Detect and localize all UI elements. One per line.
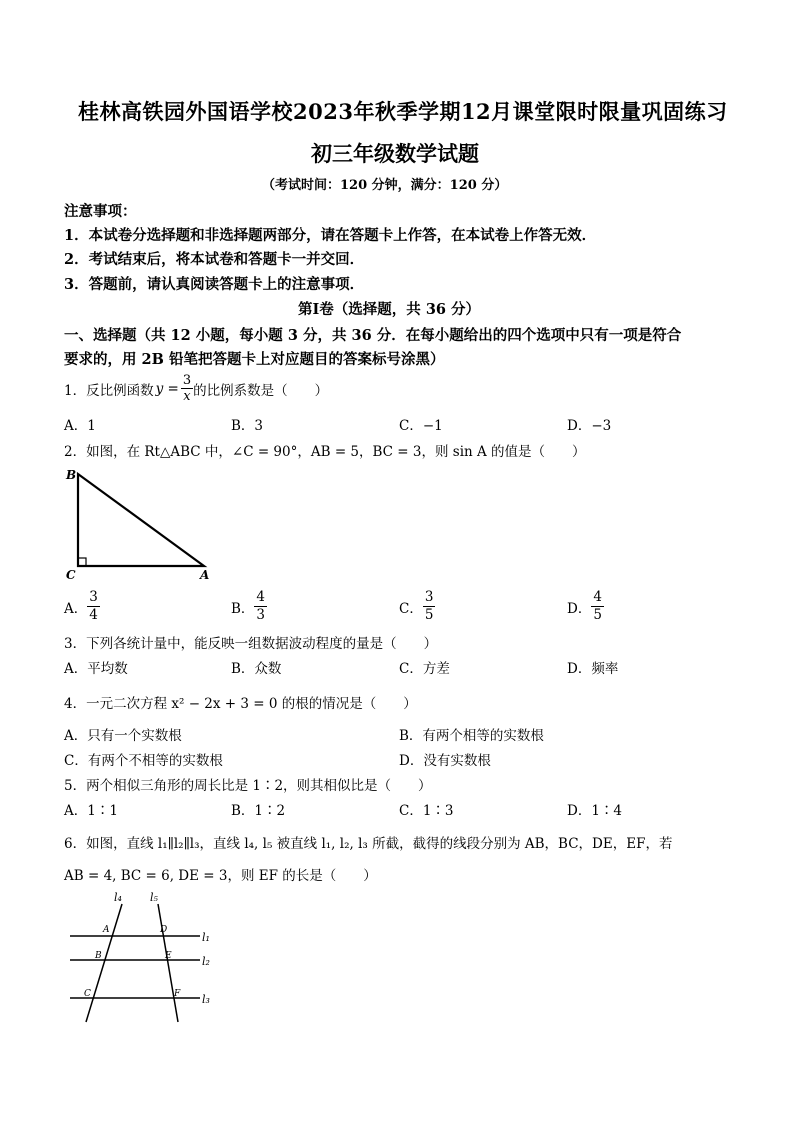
- option-letter: C．: [399, 600, 423, 617]
- question-1-prefix: 1．反比例函数: [64, 382, 154, 399]
- q3-option-b: B．众数: [231, 661, 282, 677]
- option-letter: B．: [231, 600, 255, 617]
- question-6-line1: 6．如图，直线 l₁∥l₂∥l₃，直线 l₄, l₅ 被直线 l₁, l₂, l₃ 所截，截得的线段分别为 AB，BC，DE，EF，若: [64, 836, 673, 852]
- option-letter: A．: [64, 600, 88, 617]
- q2-option-d: [567, 589, 604, 624]
- q4-option-a: A．只有一个实数根: [64, 728, 182, 744]
- section-instruction: 要求的，用 2B 铅笔把答题卡上对应题目的答案标号涂黑）: [64, 351, 445, 368]
- vertex-c-label: C: [66, 568, 76, 582]
- point-c-label: C: [84, 989, 91, 999]
- point-d-label: D: [160, 925, 168, 935]
- q2-option-c: [399, 589, 435, 624]
- question-1: [64, 373, 328, 404]
- line-l3-label: l₃: [202, 993, 210, 1006]
- point-b-label: B: [95, 951, 102, 961]
- question-2: 2．如图，在 Rt△ABC 中，∠C = 90°，AB = 5，BC = 3，则 sin A 的值是（ ）: [64, 444, 586, 460]
- q5-option-a: A．1∶1: [64, 803, 118, 819]
- paper-title: 桂林高铁园外国语学校2023年秋季学期12月课堂限时限量巩固练习: [78, 99, 728, 124]
- notes-item: 1．本试卷分选择题和非选择题两部分，请在答题卡上作答，在本试卷上作答无效．: [64, 227, 597, 244]
- triangle-figure: [64, 464, 214, 584]
- q5-option-d: D．1∶4: [567, 803, 623, 819]
- option-fraction: [591, 589, 604, 624]
- q4-option-d: D．没有实数根: [399, 753, 491, 769]
- option-fraction: [254, 589, 267, 624]
- fraction-denominator: 5: [424, 607, 434, 623]
- fraction-denominator: 3: [256, 607, 266, 623]
- point-e-label: E: [165, 951, 172, 961]
- q1-option-b: B．3: [231, 418, 264, 434]
- q2-option-a: [64, 589, 100, 624]
- line-l2-label: l₂: [202, 955, 210, 968]
- line-l1-label: l₁: [202, 931, 210, 944]
- notes-item: 3．答题前，请认真阅读答题卡上的注意事项．: [64, 276, 365, 293]
- fraction-numerator: 4: [256, 589, 266, 605]
- vertex-b-label: B: [66, 468, 77, 482]
- fraction-denominator: 4: [89, 607, 98, 623]
- q5-option-b: B．1∶2: [231, 803, 286, 819]
- point-a-label: A: [103, 925, 110, 935]
- question-3: 3．下列各统计量中，能反映一组数据波动程度的量是（ ）: [64, 636, 438, 652]
- notes-heading: 注意事项：: [64, 203, 137, 220]
- point-f-label: F: [174, 989, 181, 999]
- paper-subtitle: 初三年级数学试题: [311, 141, 479, 166]
- vertex-a-label: A: [200, 568, 210, 582]
- line-l4-label: l₄: [114, 891, 122, 904]
- question-4: 4．一元二次方程 x² − 2x + 3 = 0 的根的情况是（ ）: [64, 696, 417, 712]
- q1-option-d: D．−3: [567, 418, 612, 434]
- section-title: 第Ⅰ卷（选择题，共 36 分）: [298, 301, 481, 318]
- question-1-fraction: [181, 373, 193, 404]
- q1-option-a: A．1: [64, 418, 96, 434]
- q3-option-c: C．方差: [399, 661, 450, 677]
- q5-option-c: C．1∶3: [399, 803, 454, 819]
- line-l5-label: l₅: [150, 891, 158, 904]
- fraction-numerator: 4: [593, 589, 602, 605]
- q2-option-b: [231, 589, 267, 624]
- parallel-lines-figure: [60, 888, 230, 1028]
- q3-option-d: D．频率: [567, 661, 619, 677]
- exam-info: （考试时间：120 分钟，满分：120 分）: [262, 178, 508, 193]
- option-letter: D．: [567, 600, 592, 617]
- section-instruction: 一、选择题（共 12 小题，每小题 3 分，共 36 分．在每小题给出的四个选项中只有一项是符合: [64, 327, 682, 344]
- fraction-numerator: 3: [89, 589, 98, 605]
- fraction-denominator: 5: [593, 607, 602, 623]
- q1-option-c: C．−1: [399, 418, 443, 434]
- notes-item: 2．考试结束后，将本试卷和答题卡一并交回．: [64, 251, 365, 268]
- q4-option-b: B．有两个相等的实数根: [399, 728, 544, 744]
- fraction-numerator: 3: [182, 373, 192, 388]
- q4-option-c: C．有两个不相等的实数根: [64, 753, 223, 769]
- question-1-suffix: 的比例系数是（ ）: [193, 382, 329, 399]
- q3-option-a: A．平均数: [64, 661, 128, 677]
- option-fraction: [87, 589, 100, 624]
- fraction-denominator: x: [183, 389, 191, 404]
- question-1-y: y =: [155, 380, 179, 397]
- option-fraction: [423, 589, 436, 624]
- question-6-line2: AB = 4, BC = 6, DE = 3，则 EF 的长是（ ）: [64, 868, 377, 884]
- fraction-numerator: 3: [424, 589, 434, 605]
- question-5: 5．两个相似三角形的周长比是 1∶2，则其相似比是（ ）: [64, 778, 432, 794]
